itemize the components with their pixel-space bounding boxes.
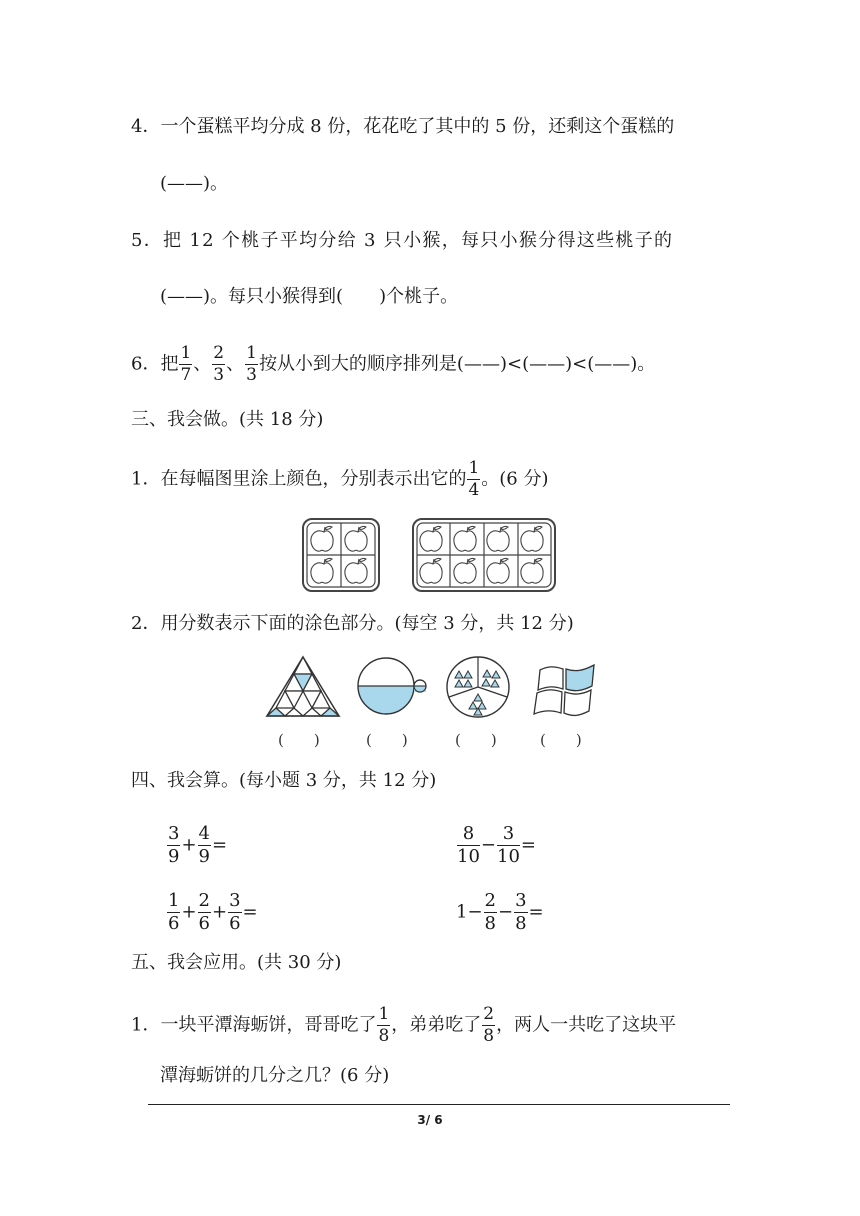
section3-q2: 2．用分数表示下面的涂色部分。(每空 3 分，共 12 分) (131, 613, 574, 634)
apple-box-4 (300, 516, 382, 594)
answer-paren-2: ( ) (366, 731, 408, 749)
page-number: 3/ 6 (417, 1113, 443, 1127)
q4-answer-blank: (——)。 (160, 173, 229, 194)
q4-line1: 4．一个蛋糕平均分成 8 份，花花吃了其中的 5 份，还剩这个蛋糕的 (131, 116, 675, 137)
calc-1: $\frac{3}{9}$ + $\frac{4}{9}$ = (168, 823, 228, 867)
section3-q1-text: 1．在每幅图里涂上颜色，分别表示出它的 (131, 468, 467, 490)
q6-fraction-2: $\frac{2}{3}$ (213, 343, 225, 385)
section5-title: 五、我会应用。(共 30 分) (131, 952, 342, 973)
brother-fraction: $\frac{1}{8}$ (378, 1004, 390, 1046)
section5-q1-line1: 1．一块平潭海蛎饼，哥哥吃了 $\frac{1}{8}$ ，弟弟吃了 $\frac{2}{8}$ ，两人一共吃了这块平 (131, 1004, 677, 1046)
oval-triangles-figure (444, 654, 512, 720)
calc-3: $\frac{1}{6}$ + $\frac{2}{6}$ + $\frac{3}{6}$ = (168, 890, 258, 934)
triangle-figure (265, 654, 341, 718)
footer-divider (148, 1104, 730, 1105)
q6-fraction-3: $\frac{1}{3}$ (246, 343, 257, 385)
section3-q1 (131, 460, 549, 499)
younger-brother-fraction: $\frac{2}{8}$ (483, 1004, 495, 1046)
q6-fraction-1: $\frac{1}{7}$ (180, 343, 192, 385)
q5-line2: (——)。每只小猴得到( )个桃子。 (160, 286, 459, 307)
q6-sep: 、 (193, 353, 212, 375)
answer-paren-4: ( ) (540, 731, 582, 749)
q6-prefix: 6．把 (131, 353, 179, 375)
section3-q1-points: 。(6 分) (481, 468, 549, 490)
q6-line (131, 345, 655, 384)
answer-paren-1: ( ) (278, 731, 320, 749)
q6-suffix: 按从小到大的顺序排列是(——)<(——)<(——)。 (258, 353, 656, 375)
section4-title: 四、我会算。(每小题 3 分，共 12 分) (131, 770, 437, 791)
q5-line1: 5．把 12 个桃子平均分给 3 只小猴，每只小猴分得这些桃子的 (131, 230, 674, 251)
answer-paren-3: ( ) (455, 731, 497, 749)
circle-figure (356, 654, 430, 718)
section3-title: 三、我会做。(共 18 分) (131, 409, 324, 430)
window-flag-figure (530, 662, 600, 718)
q6-sep: 、 (226, 353, 245, 375)
section5-q1-line2: 潭海蛎饼的几分之几？(6 分) (160, 1065, 390, 1086)
section3-q1-fraction: $\frac{1}{4}$ (468, 458, 480, 500)
apple-box-8 (410, 516, 558, 594)
calc-2: $\frac{8}{10}$ − $\frac{3}{10}$ = (457, 823, 536, 867)
calc-4: 1− $\frac{2}{8}$ − $\frac{3}{8}$ = (456, 890, 544, 934)
